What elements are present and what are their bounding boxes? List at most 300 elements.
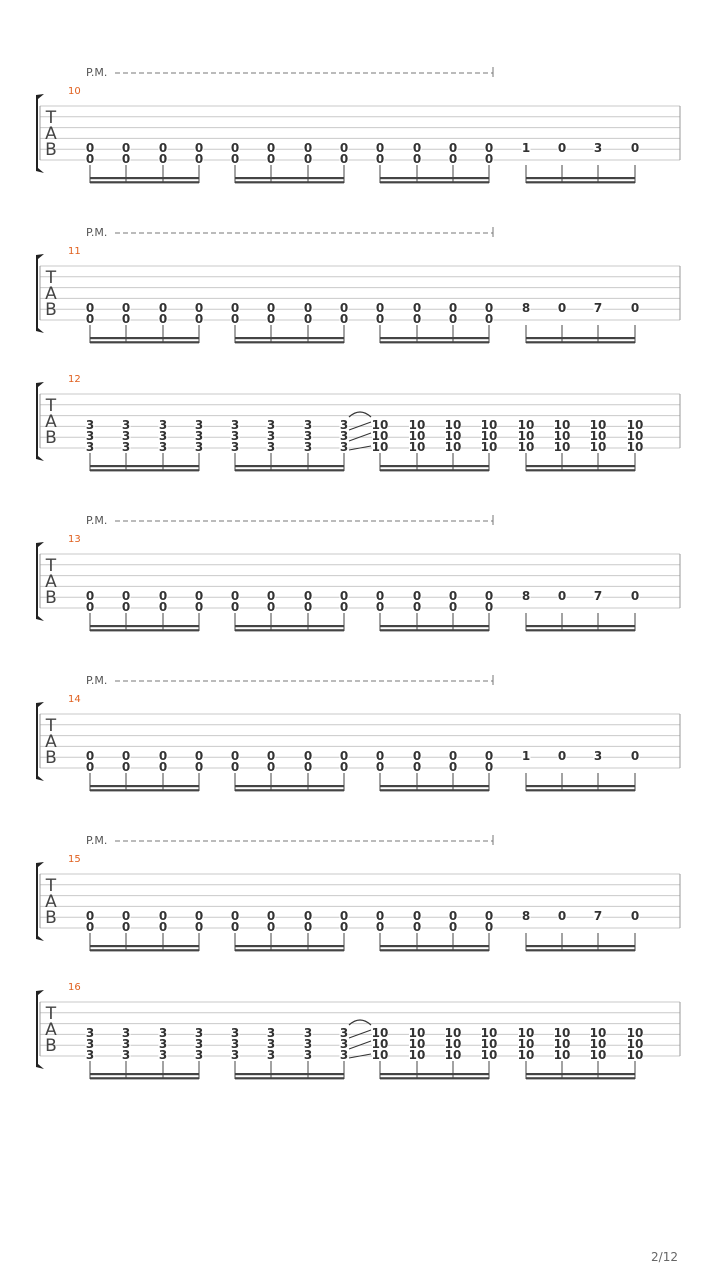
fret-number: 3 xyxy=(194,429,204,443)
beam xyxy=(380,625,489,627)
fret-number: 0 xyxy=(375,760,385,774)
fret-number: 0 xyxy=(266,920,276,934)
fret-number: 0 xyxy=(412,152,422,166)
fret-number: 3 xyxy=(158,1037,168,1051)
fret-number: 10 xyxy=(408,1048,426,1062)
fret-number: 3 xyxy=(339,1048,349,1062)
fret-number: 0 xyxy=(85,152,95,166)
beam xyxy=(526,465,635,467)
fret-number: 3 xyxy=(266,429,276,443)
fret-number: 0 xyxy=(121,301,131,315)
beam xyxy=(526,177,635,179)
fret-number: 0 xyxy=(194,920,204,934)
fret-number: 0 xyxy=(303,141,313,155)
fret-number: 0 xyxy=(375,152,385,166)
fret-number: 0 xyxy=(484,312,494,326)
fret-number: 0 xyxy=(557,141,567,155)
beam xyxy=(235,785,344,787)
fret-number: 0 xyxy=(230,589,240,603)
fret-number: 0 xyxy=(266,760,276,774)
fret-number: 0 xyxy=(339,141,349,155)
beam xyxy=(235,469,344,471)
fret-number: 0 xyxy=(85,749,95,763)
fret-number: 3 xyxy=(266,440,276,454)
beam xyxy=(380,785,489,787)
fret-number: 3 xyxy=(121,1026,131,1040)
fret-number: 3 xyxy=(194,418,204,432)
fret-number: 3 xyxy=(85,440,95,454)
beam xyxy=(380,341,489,343)
fret-number: 0 xyxy=(484,600,494,614)
fret-number: 0 xyxy=(230,141,240,155)
fret-number: 10 xyxy=(444,429,462,443)
fret-number: 0 xyxy=(266,141,276,155)
fret-number: 3 xyxy=(303,1037,313,1051)
fret-number: 3 xyxy=(85,1026,95,1040)
fret-number: 10 xyxy=(480,440,498,454)
beam xyxy=(526,1073,635,1075)
fret-number: 0 xyxy=(448,909,458,923)
fret-number: 0 xyxy=(303,909,313,923)
beam xyxy=(526,949,635,951)
fret-number: 10 xyxy=(517,418,535,432)
fret-number: 0 xyxy=(484,920,494,934)
fret-number: 0 xyxy=(121,909,131,923)
fret-number: 0 xyxy=(194,909,204,923)
beam xyxy=(380,469,489,471)
tab-clef-letter: A xyxy=(45,1020,57,1040)
fret-number: 10 xyxy=(626,429,644,443)
tab-clef-letter: T xyxy=(45,396,57,416)
fret-number: 10 xyxy=(371,429,389,443)
fret-number: 0 xyxy=(484,152,494,166)
fret-number: 3 xyxy=(158,1048,168,1062)
tab-system xyxy=(36,66,680,183)
beam xyxy=(90,337,199,339)
tab-clef-letter: B xyxy=(45,140,57,160)
fret-number: 3 xyxy=(194,1048,204,1062)
fret-number: 3 xyxy=(266,1048,276,1062)
tab-clef-letter: T xyxy=(45,108,57,128)
fret-number: 0 xyxy=(158,909,168,923)
beam xyxy=(526,789,635,791)
fret-number: 0 xyxy=(448,920,458,934)
fret-number: 10 xyxy=(589,1037,607,1051)
fret-number: 3 xyxy=(303,440,313,454)
fret-number: 7 xyxy=(593,909,603,923)
beam xyxy=(235,789,344,791)
fret-number: 7 xyxy=(593,301,603,315)
fret-number: 0 xyxy=(266,909,276,923)
palm-mute-label: P.M. xyxy=(86,514,108,527)
beam xyxy=(90,789,199,791)
fret-number: 0 xyxy=(375,589,385,603)
beam xyxy=(90,181,199,183)
fret-number: 0 xyxy=(303,312,313,326)
fret-number: 10 xyxy=(553,1048,571,1062)
fret-number: 0 xyxy=(85,589,95,603)
fret-number: 10 xyxy=(626,1026,644,1040)
fret-number: 10 xyxy=(371,1037,389,1051)
tab-clef-letter: A xyxy=(45,892,57,912)
fret-number: 3 xyxy=(230,418,240,432)
tab-clef-letter: T xyxy=(45,1004,57,1024)
fret-number: 0 xyxy=(557,301,567,315)
fret-number: 0 xyxy=(230,301,240,315)
fret-number: 0 xyxy=(230,600,240,614)
tab-system xyxy=(36,674,680,791)
fret-number: 0 xyxy=(448,589,458,603)
fret-number: 10 xyxy=(408,1037,426,1051)
slur-tie xyxy=(349,1020,371,1025)
beam xyxy=(380,177,489,179)
tab-system xyxy=(36,834,680,951)
tab-clef-letter: B xyxy=(45,748,57,768)
fret-number: 7 xyxy=(593,589,603,603)
fret-number: 0 xyxy=(158,589,168,603)
beam xyxy=(526,337,635,339)
fret-number: 0 xyxy=(158,600,168,614)
tab-clef-letter: B xyxy=(45,300,57,320)
fret-number: 0 xyxy=(630,141,640,155)
fret-number: 0 xyxy=(158,920,168,934)
tab-clef-letter: A xyxy=(45,124,57,144)
fret-number: 0 xyxy=(484,301,494,315)
tab-system xyxy=(36,374,680,471)
beam xyxy=(90,341,199,343)
beam xyxy=(526,945,635,947)
fret-number: 3 xyxy=(230,1026,240,1040)
fret-number: 10 xyxy=(553,1037,571,1051)
fret-number: 10 xyxy=(480,429,498,443)
fret-number: 3 xyxy=(158,1026,168,1040)
beam xyxy=(380,1073,489,1075)
fret-number: 0 xyxy=(448,600,458,614)
fret-number: 0 xyxy=(121,141,131,155)
palm-mute-label: P.M. xyxy=(86,674,108,687)
fret-number: 3 xyxy=(339,418,349,432)
fret-number: 3 xyxy=(339,429,349,443)
fret-number: 0 xyxy=(194,749,204,763)
fret-number: 0 xyxy=(484,909,494,923)
beam xyxy=(380,945,489,947)
fret-number: 0 xyxy=(412,589,422,603)
fret-number: 3 xyxy=(194,1026,204,1040)
fret-number: 3 xyxy=(121,429,131,443)
tab-clef-letter: B xyxy=(45,588,57,608)
fret-number: 3 xyxy=(121,1048,131,1062)
fret-number: 0 xyxy=(484,589,494,603)
beam xyxy=(235,181,344,183)
fret-number: 10 xyxy=(553,1026,571,1040)
fret-number: 0 xyxy=(194,760,204,774)
fret-number: 0 xyxy=(85,760,95,774)
fret-number: 3 xyxy=(121,440,131,454)
fret-number: 0 xyxy=(303,301,313,315)
beam xyxy=(235,949,344,951)
fret-number: 10 xyxy=(626,1048,644,1062)
fret-number: 0 xyxy=(121,152,131,166)
fret-number: 0 xyxy=(448,152,458,166)
beam xyxy=(526,181,635,183)
fret-number: 0 xyxy=(339,301,349,315)
fret-number: 3 xyxy=(266,1026,276,1040)
measure-number: 11 xyxy=(68,246,81,257)
fret-number: 0 xyxy=(266,600,276,614)
beam xyxy=(380,337,489,339)
fret-number: 3 xyxy=(339,1026,349,1040)
fret-number: 0 xyxy=(339,760,349,774)
fret-number: 0 xyxy=(448,301,458,315)
fret-number: 0 xyxy=(557,749,567,763)
beam xyxy=(235,177,344,179)
fret-number: 0 xyxy=(375,600,385,614)
beam xyxy=(90,629,199,631)
fret-number: 3 xyxy=(266,418,276,432)
fret-number: 0 xyxy=(121,920,131,934)
fret-number: 0 xyxy=(158,760,168,774)
fret-number: 0 xyxy=(85,909,95,923)
fret-number: 10 xyxy=(444,1037,462,1051)
fret-number: 0 xyxy=(121,760,131,774)
fret-number: 10 xyxy=(371,1048,389,1062)
beam xyxy=(380,629,489,631)
fret-number: 10 xyxy=(444,1026,462,1040)
beam xyxy=(90,945,199,947)
fret-number: 0 xyxy=(339,152,349,166)
fret-number: 0 xyxy=(230,749,240,763)
fret-number: 0 xyxy=(303,589,313,603)
fret-number: 10 xyxy=(626,1037,644,1051)
fret-number: 10 xyxy=(444,418,462,432)
beam xyxy=(90,785,199,787)
fret-number: 10 xyxy=(480,1026,498,1040)
beam xyxy=(526,341,635,343)
tab-clef-letter: B xyxy=(45,1036,57,1056)
fret-number: 0 xyxy=(557,589,567,603)
fret-number: 3 xyxy=(303,1048,313,1062)
measure-number: 15 xyxy=(68,854,81,865)
fret-number: 0 xyxy=(303,920,313,934)
fret-number: 0 xyxy=(412,749,422,763)
fret-number: 3 xyxy=(230,1048,240,1062)
fret-number: 10 xyxy=(626,440,644,454)
tab-system xyxy=(36,226,680,343)
fret-number: 0 xyxy=(194,600,204,614)
fret-number: 10 xyxy=(408,429,426,443)
fret-number: 0 xyxy=(121,312,131,326)
fret-number: 10 xyxy=(626,418,644,432)
fret-number: 3 xyxy=(230,1037,240,1051)
fret-number: 0 xyxy=(412,141,422,155)
fret-number: 0 xyxy=(412,760,422,774)
fret-number: 3 xyxy=(303,1026,313,1040)
tab-clef-letter: B xyxy=(45,908,57,928)
fret-number: 3 xyxy=(593,749,603,763)
fret-number: 0 xyxy=(266,301,276,315)
fret-number: 0 xyxy=(85,920,95,934)
fret-number: 0 xyxy=(448,141,458,155)
fret-number: 8 xyxy=(521,909,531,923)
fret-number: 0 xyxy=(303,152,313,166)
fret-number: 10 xyxy=(408,418,426,432)
fret-number: 0 xyxy=(303,760,313,774)
fret-number: 10 xyxy=(371,440,389,454)
beam xyxy=(380,789,489,791)
fret-number: 0 xyxy=(630,301,640,315)
fret-number: 10 xyxy=(517,1037,535,1051)
fret-number: 10 xyxy=(517,1026,535,1040)
fret-number: 10 xyxy=(480,1048,498,1062)
fret-number: 0 xyxy=(85,301,95,315)
fret-number: 0 xyxy=(85,141,95,155)
fret-number: 0 xyxy=(158,141,168,155)
fret-number: 0 xyxy=(339,600,349,614)
slur-tie xyxy=(349,412,371,417)
fret-number: 8 xyxy=(521,589,531,603)
fret-number: 3 xyxy=(339,1037,349,1051)
tab-clef-letter: T xyxy=(45,876,57,896)
beam xyxy=(380,181,489,183)
tab-clef-letter: T xyxy=(45,716,57,736)
palm-mute-label: P.M. xyxy=(86,66,108,79)
fret-number: 0 xyxy=(375,749,385,763)
fret-number: 10 xyxy=(589,440,607,454)
fret-number: 10 xyxy=(444,440,462,454)
fret-number: 0 xyxy=(375,141,385,155)
fret-number: 10 xyxy=(589,429,607,443)
fret-number: 3 xyxy=(303,418,313,432)
tab-system xyxy=(36,514,680,631)
beam xyxy=(380,465,489,467)
fret-number: 0 xyxy=(230,152,240,166)
tab-clef-letter: A xyxy=(45,284,57,304)
fret-number: 3 xyxy=(85,1037,95,1051)
tab-clef-letter: A xyxy=(45,572,57,592)
fret-number: 3 xyxy=(121,1037,131,1051)
beam xyxy=(235,629,344,631)
fret-number: 0 xyxy=(630,749,640,763)
fret-number: 10 xyxy=(553,440,571,454)
fret-number: 0 xyxy=(448,749,458,763)
fret-number: 10 xyxy=(553,418,571,432)
fret-number: 0 xyxy=(85,312,95,326)
beam xyxy=(235,945,344,947)
fret-number: 10 xyxy=(371,418,389,432)
measure-number: 14 xyxy=(68,694,81,705)
beam xyxy=(526,625,635,627)
beam xyxy=(235,1073,344,1075)
fret-number: 3 xyxy=(158,418,168,432)
fret-number: 10 xyxy=(408,1026,426,1040)
fret-number: 10 xyxy=(408,440,426,454)
beam xyxy=(235,1077,344,1079)
beam xyxy=(90,625,199,627)
fret-number: 0 xyxy=(375,312,385,326)
fret-number: 10 xyxy=(517,429,535,443)
beam xyxy=(380,1077,489,1079)
fret-number: 0 xyxy=(230,909,240,923)
fret-number: 0 xyxy=(412,600,422,614)
fret-number: 0 xyxy=(266,312,276,326)
fret-number: 10 xyxy=(480,418,498,432)
fret-number: 0 xyxy=(121,749,131,763)
fret-number: 10 xyxy=(589,418,607,432)
beam xyxy=(526,469,635,471)
fret-number: 0 xyxy=(158,749,168,763)
fret-number: 3 xyxy=(593,141,603,155)
beam xyxy=(526,629,635,631)
beam xyxy=(90,1073,199,1075)
fret-number: 3 xyxy=(158,429,168,443)
fret-number: 0 xyxy=(266,589,276,603)
fret-number: 0 xyxy=(194,301,204,315)
fret-number: 0 xyxy=(484,760,494,774)
fret-number: 10 xyxy=(480,1037,498,1051)
fret-number: 0 xyxy=(484,749,494,763)
fret-number: 10 xyxy=(589,1048,607,1062)
measure-number: 13 xyxy=(68,534,81,545)
beam xyxy=(380,949,489,951)
fret-number: 0 xyxy=(194,152,204,166)
fret-number: 0 xyxy=(230,312,240,326)
tab-system xyxy=(36,982,680,1079)
fret-number: 10 xyxy=(371,1026,389,1040)
fret-number: 0 xyxy=(484,141,494,155)
fret-number: 0 xyxy=(630,589,640,603)
fret-number: 0 xyxy=(412,920,422,934)
fret-number: 0 xyxy=(412,312,422,326)
beam xyxy=(90,1077,199,1079)
fret-number: 0 xyxy=(339,920,349,934)
fret-number: 0 xyxy=(121,600,131,614)
beam xyxy=(526,1077,635,1079)
fret-number: 10 xyxy=(517,440,535,454)
fret-number: 0 xyxy=(375,920,385,934)
fret-number: 0 xyxy=(303,600,313,614)
fret-number: 0 xyxy=(303,749,313,763)
fret-number: 0 xyxy=(412,301,422,315)
fret-number: 0 xyxy=(158,152,168,166)
fret-number: 0 xyxy=(375,301,385,315)
fret-number: 3 xyxy=(85,418,95,432)
fret-number: 0 xyxy=(448,312,458,326)
fret-number: 10 xyxy=(517,1048,535,1062)
fret-number: 10 xyxy=(553,429,571,443)
beam xyxy=(235,625,344,627)
fret-number: 0 xyxy=(266,152,276,166)
measure-number: 12 xyxy=(68,374,81,385)
fret-number: 3 xyxy=(194,1037,204,1051)
palm-mute-label: P.M. xyxy=(86,834,108,847)
fret-number: 3 xyxy=(339,440,349,454)
fret-number: 0 xyxy=(339,589,349,603)
page-number: 2/12 xyxy=(651,1250,678,1264)
fret-number: 0 xyxy=(158,301,168,315)
measure-number: 16 xyxy=(68,982,81,993)
tab-clef-letter: B xyxy=(45,428,57,448)
tab-clef-letter: A xyxy=(45,412,57,432)
fret-number: 3 xyxy=(230,440,240,454)
fret-number: 0 xyxy=(194,141,204,155)
beam xyxy=(90,949,199,951)
fret-number: 0 xyxy=(85,600,95,614)
fret-number: 3 xyxy=(121,418,131,432)
fret-number: 0 xyxy=(339,312,349,326)
beam xyxy=(235,337,344,339)
fret-number: 0 xyxy=(194,312,204,326)
fret-number: 3 xyxy=(85,1048,95,1062)
